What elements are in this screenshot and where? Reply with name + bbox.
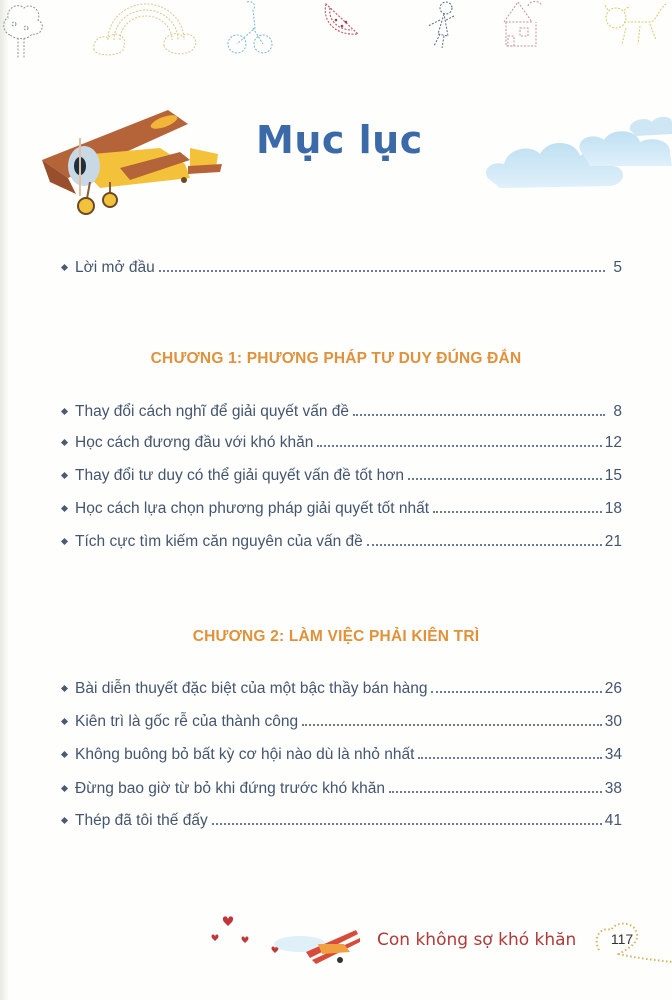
toc-entry[interactable] [62, 397, 622, 421]
toc-entry-title: Bài diễn thuyết đặc biệt của một bậc thầy bán hàng [75, 680, 428, 697]
bullet-icon [61, 751, 68, 758]
toc-entry[interactable] [62, 461, 622, 485]
dot-leader [431, 691, 601, 693]
toc-entry-title: Học cách đương đầu với khó khăn [75, 434, 314, 451]
dot-leader [408, 478, 602, 480]
page-number: 117 [610, 931, 634, 947]
page-binding-edge [0, 0, 8, 1000]
bullet-icon [61, 472, 68, 479]
toc-entry[interactable] [62, 774, 622, 798]
toc-entry-title: Thép đã tôi thế đấy [75, 812, 208, 829]
bullet-icon [61, 408, 68, 415]
toc-entry[interactable] [62, 806, 622, 830]
toc-entry-page: 26 [604, 680, 622, 697]
chapter-2-heading: CHƯƠNG 2: LÀM VIỆC PHẢI KIÊN TRÌ [192, 628, 480, 645]
toc-entry[interactable] [62, 707, 622, 731]
dot-leader [418, 757, 601, 759]
toc-entry-page: 34 [604, 746, 622, 763]
toc-entry-page: 5 [613, 259, 622, 276]
rainbow-icon [90, 0, 200, 60]
stick-figure-icon [418, 0, 468, 60]
toc-entry-title: Kiên trì là gốc rễ của thành công [75, 713, 299, 730]
toc-entry-page: 15 [604, 467, 622, 484]
book-title: Con không sợ khó khăn [377, 930, 577, 950]
biplane-illustration [40, 108, 225, 218]
house-icon [500, 0, 560, 56]
toc-entry-page: 38 [604, 780, 622, 797]
heart-icon [242, 936, 249, 943]
dot-leader [433, 511, 602, 513]
toc-entry-page: 21 [604, 533, 622, 550]
bullet-icon [61, 785, 68, 792]
toc-entry-page: 8 [613, 403, 622, 420]
toc-entry[interactable] [62, 527, 622, 551]
toc-entry[interactable] [62, 674, 622, 698]
tree-icon [0, 0, 50, 60]
toc-entry-title: Học cách lựa chọn phương pháp giải quyết tốt nhất [75, 500, 430, 517]
bullet-icon [61, 439, 68, 446]
toc-entry-title: Đừng bao giờ từ bỏ khi đứng trước khó khăn [75, 780, 385, 797]
dot-leader [212, 823, 602, 825]
toc-entry[interactable] [62, 494, 622, 518]
dot-leader [389, 791, 602, 793]
dot-leader [317, 445, 601, 447]
toc-entry[interactable] [62, 740, 622, 764]
toc-entry[interactable] [62, 428, 622, 452]
bicycle-icon [225, 0, 275, 60]
bullet-icon [61, 505, 68, 512]
dot-leader [353, 414, 605, 416]
dot-leader [302, 724, 602, 726]
bullet-icon [61, 817, 68, 824]
dog-icon [600, 0, 672, 50]
page-title: Mục lục [256, 118, 423, 162]
toc-entry-title: Thay đổi cách nghĩ để giải quyết vấn đề [75, 403, 350, 420]
bullet-icon [61, 718, 68, 725]
bullet-icon [61, 538, 68, 545]
toc-entry-title: Không buông bỏ bất kỳ cơ hội nào dù là nhỏ nhất [75, 746, 415, 763]
bullet-icon [61, 264, 68, 271]
toc-entry-title: Lời mở đầu [75, 259, 155, 276]
dot-leader [367, 544, 602, 546]
bullet-icon [61, 685, 68, 692]
clouds-illustration [480, 110, 672, 190]
toc-entry-page: 12 [604, 434, 622, 451]
toc-entry-page: 41 [604, 812, 622, 829]
toc-entry-title: Thay đổi tư duy có thể giải quyết vấn đề tốt hơn [75, 467, 405, 484]
chapter-1-heading: CHƯƠNG 1: PHƯƠNG PHÁP TƯ DUY ĐÚNG ĐẮN [150, 350, 522, 367]
toc-entry-intro[interactable] [62, 253, 622, 277]
footer-plane-illustration [210, 910, 360, 970]
toc-entry-title: Tích cực tìm kiếm căn nguyên của vấn đề [75, 533, 363, 550]
heart-icon [223, 916, 233, 926]
watermelon-icon [320, 0, 370, 50]
toc-entry-page: 18 [604, 500, 622, 517]
toc-entry-page: 30 [604, 713, 622, 730]
heart-icon [212, 934, 219, 941]
dot-leader [159, 270, 605, 272]
